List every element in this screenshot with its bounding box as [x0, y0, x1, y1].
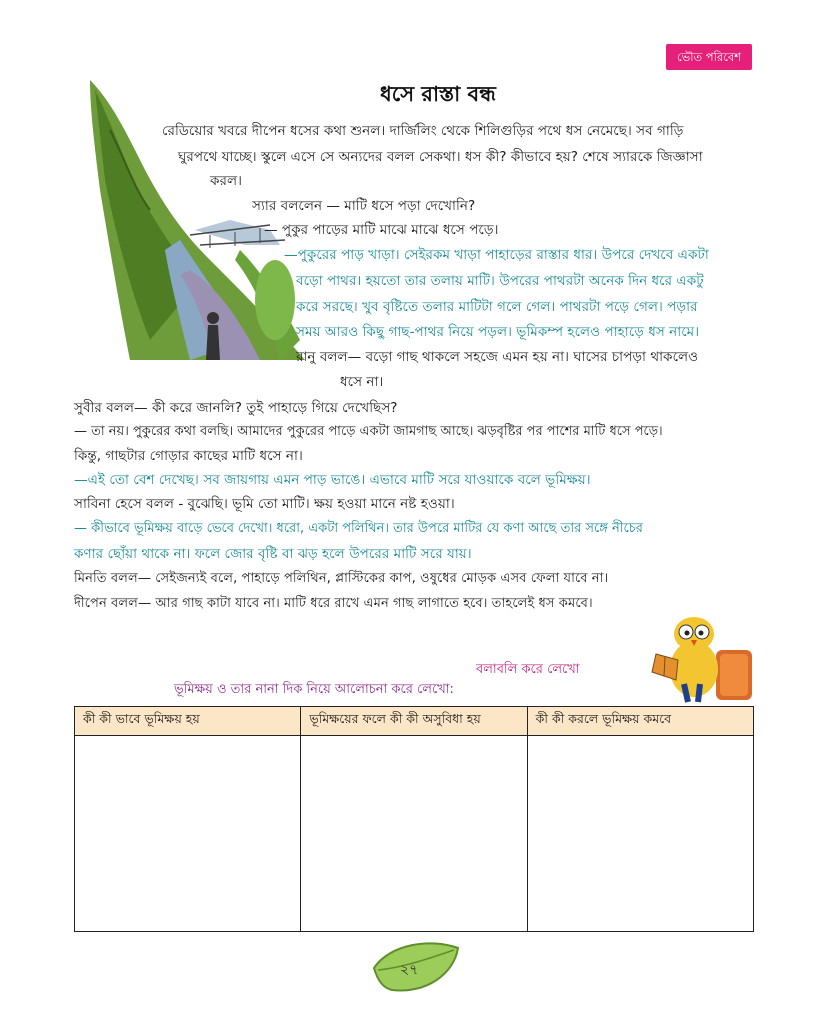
table-header-cell: কী কী ভাবে ভূমিক্ষয় হয় — [75, 707, 301, 736]
text-line: মিনতি বলল— সেইজন্যই বলে, পাহাড়ে পলিথিন, প্লাস্টিকের কাপ, ওষুধের মোড়ক এসব ফেলা যাবে না। — [74, 571, 609, 586]
text-line: রানু বলল— বড়ো গাছ থাকলে সহজে এমন হয় না। ঘাসের চাপড়া থাকলেও — [296, 349, 699, 365]
text-line: ঘুরপথে যাচ্ছে। স্কুলে এসে সে অন্যদের বলল সেকথা। ধস কী? কীভাবে হয়? শেষে স্যারকে জিজ্ঞাসা — [178, 149, 703, 165]
text-line: — পুকুর পাড়ের মাটি মাঝে মাঝে ধসে পড়ে। — [264, 222, 499, 238]
table-answer-cell[interactable] — [75, 736, 301, 932]
text-line: ধসে না। — [340, 374, 384, 390]
text-line: — কীভাবে ভূমিক্ষয় বাড়ে ভেবে দেখো। ধরো, একটা পলিথিন। তার উপরে মাটির যে কণা আছে তার সঙ্গে নীচের — [74, 521, 643, 536]
text-line: স্যার বললেন — মাটি ধসে পড়া দেখোনি? — [252, 198, 476, 214]
reading-owl-icon — [636, 614, 756, 704]
table-answer-cell[interactable] — [527, 736, 753, 932]
table-header-cell: কী কী করলে ভূমিক্ষয় কমবে — [527, 707, 753, 736]
text-line: কণার ছোঁয়া থাকে না। ফলে জোর বৃষ্টি বা ঝড় হলে উপরের মাটি সরে যায়। — [74, 546, 472, 562]
text-line: — তা নয়। পুকুরের কথা বলছি। আমাদের পুকুরের পাড়ে একটা জামগাছ আছে। ঝড়বৃষ্টির পর পাশের মাটি ধসে পড়ে। — [74, 424, 663, 439]
text-line: —এই তো বেশ দেখেছ। সব জায়গায় এমন পাড় ভাঙে। এভাবে মাটি সরে যাওয়াকে বলে ভূমিক্ষয়। — [74, 472, 591, 488]
page-number: ২৭ — [400, 962, 419, 978]
activity-instruction: ভূমিক্ষয় ও তার নানা দিক নিয়ে আলোচনা করে লেখো: — [174, 682, 454, 697]
text-line: সময় আরও কিছু গাছ-পাথর নিয়ে পড়ল। ভূমিকম্প হলেও পাহাড়ে ধস নামে। — [296, 324, 700, 340]
text-line: করল। — [210, 173, 242, 189]
text-line: বড়ো পাথর। হয়তো তার তলায় মাটি। উপরের পাথরটা অনেক দিন ধরে একটু — [296, 273, 704, 289]
text-line: করে সরছে। খুব বৃষ্টিতে তলার মাটিটা গলে গেল। পাথরটা পড়ে গেল। পড়ার — [296, 299, 698, 315]
section-tag: ভৌত পরিবেশ — [666, 44, 752, 70]
table-header-cell: ভূমিক্ষয়ের ফলে কী কী অসুবিধা হয় — [301, 707, 527, 736]
text-line: দীপেন বলল— আর গাছ কাটা যাবে না। মাটি ধরে রাখে এমন গাছ লাগাতে হবে। তাহলেই ধস কমবে। — [74, 596, 593, 611]
text-line: —পুকুরের পাড় খাড়া। সেইরকম খাড়া পাহাড়ের রাস্তার ধার। উপরে দেখবে একটা — [284, 247, 709, 263]
text-line: রেডিয়োর খবরে দীপেন ধসের কথা শুনল। দার্জিলিং থেকে শিলিগুড়ির পথে ধস নেমেছে। সব গাড়ি — [162, 123, 684, 139]
table-answer-cell[interactable] — [301, 736, 527, 932]
activity-table — [74, 706, 754, 932]
text-line: কিন্তু, গাছটার গোড়ার কাছের মাটি ধসে না। — [74, 448, 303, 464]
page-title: ধসে রাস্তা বন্ধ — [380, 82, 496, 106]
discuss-label: বলাবলি করে লেখো — [476, 662, 580, 677]
text-line: সাবিনা হেসে বলল - বুঝেছি। ভূমি তো মাটি। ক্ষয় হওয়া মানে নষ্ট হওয়া। — [74, 496, 455, 512]
text-line: সুবীর বলল— কী করে জানলি? তুই পাহাড়ে গিয়ে দেখেছিস? — [74, 400, 398, 416]
